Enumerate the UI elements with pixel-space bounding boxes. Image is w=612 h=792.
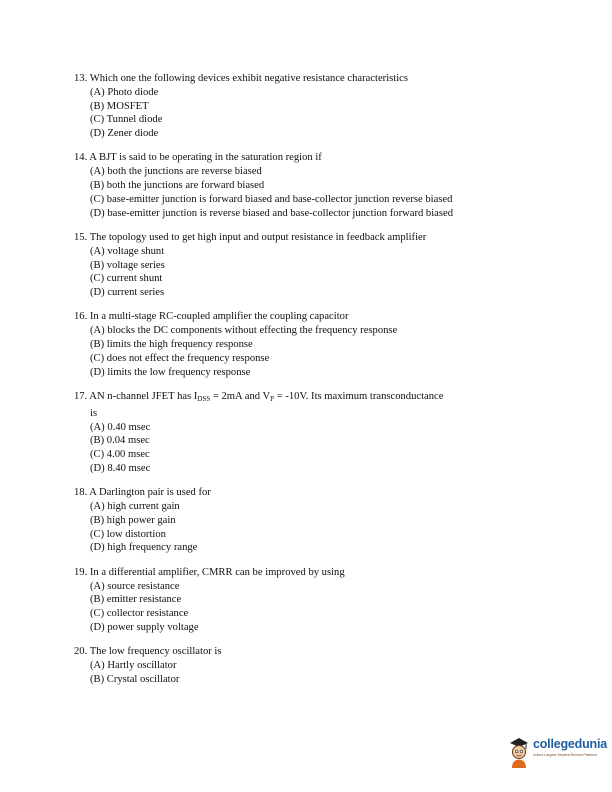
option-a: (A) high current gain <box>90 501 180 513</box>
option-b: (B) emitter resistance <box>90 594 182 606</box>
question-stem: 19. In a differential amplifier, CMRR can be improved by using <box>74 566 345 578</box>
question-stem-continuation: is <box>90 407 98 419</box>
question-stem: 20. The low frequency oscillator is <box>74 646 222 658</box>
question-17 <box>74 390 544 476</box>
option-b: (B) MOSFET <box>90 100 149 112</box>
logo-name: collegedunia <box>533 737 608 751</box>
question-15 <box>74 231 544 300</box>
option-b: (B) Crystal oscillator <box>90 673 180 685</box>
question-sheet <box>74 72 544 697</box>
option-d: (D) limits the low frequency response <box>90 366 251 378</box>
option-a: (A) voltage shunt <box>90 245 165 257</box>
option-d: (D) current series <box>90 287 165 299</box>
logo-text <box>533 737 607 757</box>
option-b: (B) both the junctions are forward biased <box>90 180 265 192</box>
option-a: (A) 0.40 msec <box>90 421 151 433</box>
option-b: (B) limits the high frequency response <box>90 339 253 351</box>
stem-part: = 2mA and V <box>210 390 271 402</box>
option-c: (C) collector resistance <box>90 608 189 620</box>
option-c: (C) base-emitter junction is forward biased and base-collector junction reverse biased <box>90 193 453 205</box>
subscript-p: P <box>270 394 275 403</box>
question-14 <box>74 151 544 220</box>
option-d: (D) Zener diode <box>90 128 159 140</box>
option-b: (B) high power gain <box>90 514 176 526</box>
question-stem: 16. In a multi-stage RC-coupled amplifier the coupling capacitor <box>74 311 349 323</box>
option-d: (D) base-emitter junction is reverse biased and base-collector junction forward biased <box>90 207 453 219</box>
option-c: (C) does not effect the frequency response <box>90 352 270 364</box>
question-19 <box>74 566 544 635</box>
option-d: (D) 8.40 msec <box>90 462 151 474</box>
question-stem: 18. A Darlington pair is used for <box>74 487 211 499</box>
subscript-dss: DSS <box>197 394 211 403</box>
graduate-mascot-icon <box>508 734 530 770</box>
collegedunia-logo <box>508 734 608 774</box>
question-13 <box>74 72 544 141</box>
option-a: (A) source resistance <box>90 580 180 592</box>
question-stem <box>74 390 544 407</box>
option-a: (A) Photo diode <box>90 86 159 98</box>
question-stem: 13. Which one the following devices exhibit negative resistance characteristics <box>74 73 408 84</box>
question-stem: 14. A BJT is said to be operating in the saturation region if <box>74 152 322 164</box>
option-a: (A) both the junctions are reverse biased <box>90 166 262 178</box>
question-18 <box>74 486 544 555</box>
option-a: (A) Hartly oscillator <box>90 659 177 671</box>
option-a: (A) blocks the DC components without effecting the frequency response <box>90 325 398 337</box>
question-stem: 15. The topology used to get high input and output resistance in feedback amplifier <box>74 231 427 243</box>
option-b: (B) 0.04 msec <box>90 435 150 447</box>
question-16 <box>74 310 544 379</box>
option-d: (D) high frequency range <box>90 542 198 554</box>
question-20 <box>74 645 544 686</box>
option-c: (C) low distortion <box>90 528 166 540</box>
option-c: (C) Tunnel diode <box>90 114 163 126</box>
logo-tagline: India's Largest Student Review Platform <box>533 753 597 757</box>
option-b: (B) voltage series <box>90 259 165 271</box>
stem-part: 17. AN n-channel JFET has I <box>74 390 198 402</box>
option-c: (C) current shunt <box>90 273 163 285</box>
stem-part: = -10V. Its maximum transconductance <box>274 390 444 402</box>
option-d: (D) power supply voltage <box>90 621 199 633</box>
option-c: (C) 4.00 msec <box>90 449 150 461</box>
